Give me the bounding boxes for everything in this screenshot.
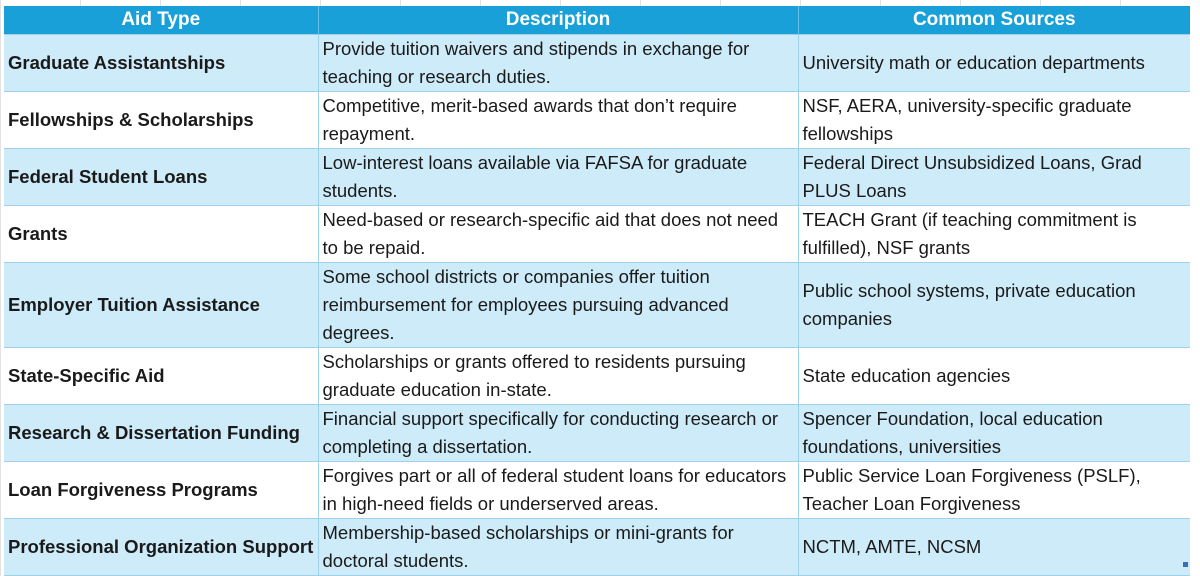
sources-cell[interactable]: State education agencies: [798, 348, 1190, 405]
aid-type-cell[interactable]: Grants: [4, 206, 318, 263]
description-cell[interactable]: Provide tuition waivers and stipends in exchange for teaching or research duties.: [318, 35, 798, 92]
sources-cell[interactable]: Public Service Loan Forgiveness (PSLF), Teacher Loan Forgiveness: [798, 462, 1190, 519]
table-row: [4, 462, 1190, 519]
header-aid-type[interactable]: Aid Type: [4, 6, 318, 35]
header-common-sources[interactable]: Common Sources: [798, 6, 1190, 35]
header-row: [4, 6, 1190, 35]
description-cell[interactable]: Financial support specifically for conducting research or completing a dissertation.: [318, 405, 798, 462]
sources-cell[interactable]: Public school systems, private education companies: [798, 263, 1190, 348]
aid-type-cell[interactable]: Fellowships & Scholarships: [4, 92, 318, 149]
table-row: [4, 348, 1190, 405]
table-row: [4, 263, 1190, 348]
aid-type-cell[interactable]: Graduate Assistantships: [4, 35, 318, 92]
table-row: [4, 35, 1190, 92]
sources-cell[interactable]: NSF, AERA, university-specific graduate fellowships: [798, 92, 1190, 149]
description-cell[interactable]: Membership-based scholarships or mini-grants for doctoral students.: [318, 519, 798, 576]
sources-cell[interactable]: Spencer Foundation, local education foundations, universities: [798, 405, 1190, 462]
table-row: [4, 206, 1190, 263]
description-cell[interactable]: Some school districts or companies offer tuition reimbursement for employees pursuing advanced degrees.: [318, 263, 798, 348]
table-row: [4, 149, 1190, 206]
table-resize-handle[interactable]: [1183, 562, 1188, 567]
description-cell[interactable]: Competitive, merit-based awards that don’t require repayment.: [318, 92, 798, 149]
sources-cell[interactable]: Federal Direct Unsubsidized Loans, Grad PLUS Loans: [798, 149, 1190, 206]
sources-cell[interactable]: University math or education departments: [798, 35, 1190, 92]
description-cell[interactable]: Forgives part or all of federal student loans for educators in high-need fields or underserved areas.: [318, 462, 798, 519]
sources-cell[interactable]: TEACH Grant (if teaching commitment is fulfilled), NSF grants: [798, 206, 1190, 263]
aid-type-cell[interactable]: Federal Student Loans: [4, 149, 318, 206]
aid-table: [4, 6, 1190, 576]
description-cell[interactable]: Scholarships or grants offered to residents pursuing graduate education in-state.: [318, 348, 798, 405]
header-description[interactable]: Description: [318, 6, 798, 35]
aid-type-cell[interactable]: State-Specific Aid: [4, 348, 318, 405]
aid-type-cell[interactable]: Employer Tuition Assistance: [4, 263, 318, 348]
aid-type-cell[interactable]: Loan Forgiveness Programs: [4, 462, 318, 519]
description-cell[interactable]: Need-based or research-specific aid that does not need to be repaid.: [318, 206, 798, 263]
table-row: [4, 92, 1190, 149]
table-row: [4, 519, 1190, 576]
aid-type-cell[interactable]: Professional Organization Support: [4, 519, 318, 576]
description-cell[interactable]: Low-interest loans available via FAFSA for graduate students.: [318, 149, 798, 206]
sources-cell[interactable]: NCTM, AMTE, NCSM: [798, 519, 1190, 576]
table-row: [4, 405, 1190, 462]
aid-type-cell[interactable]: Research & Dissertation Funding: [4, 405, 318, 462]
